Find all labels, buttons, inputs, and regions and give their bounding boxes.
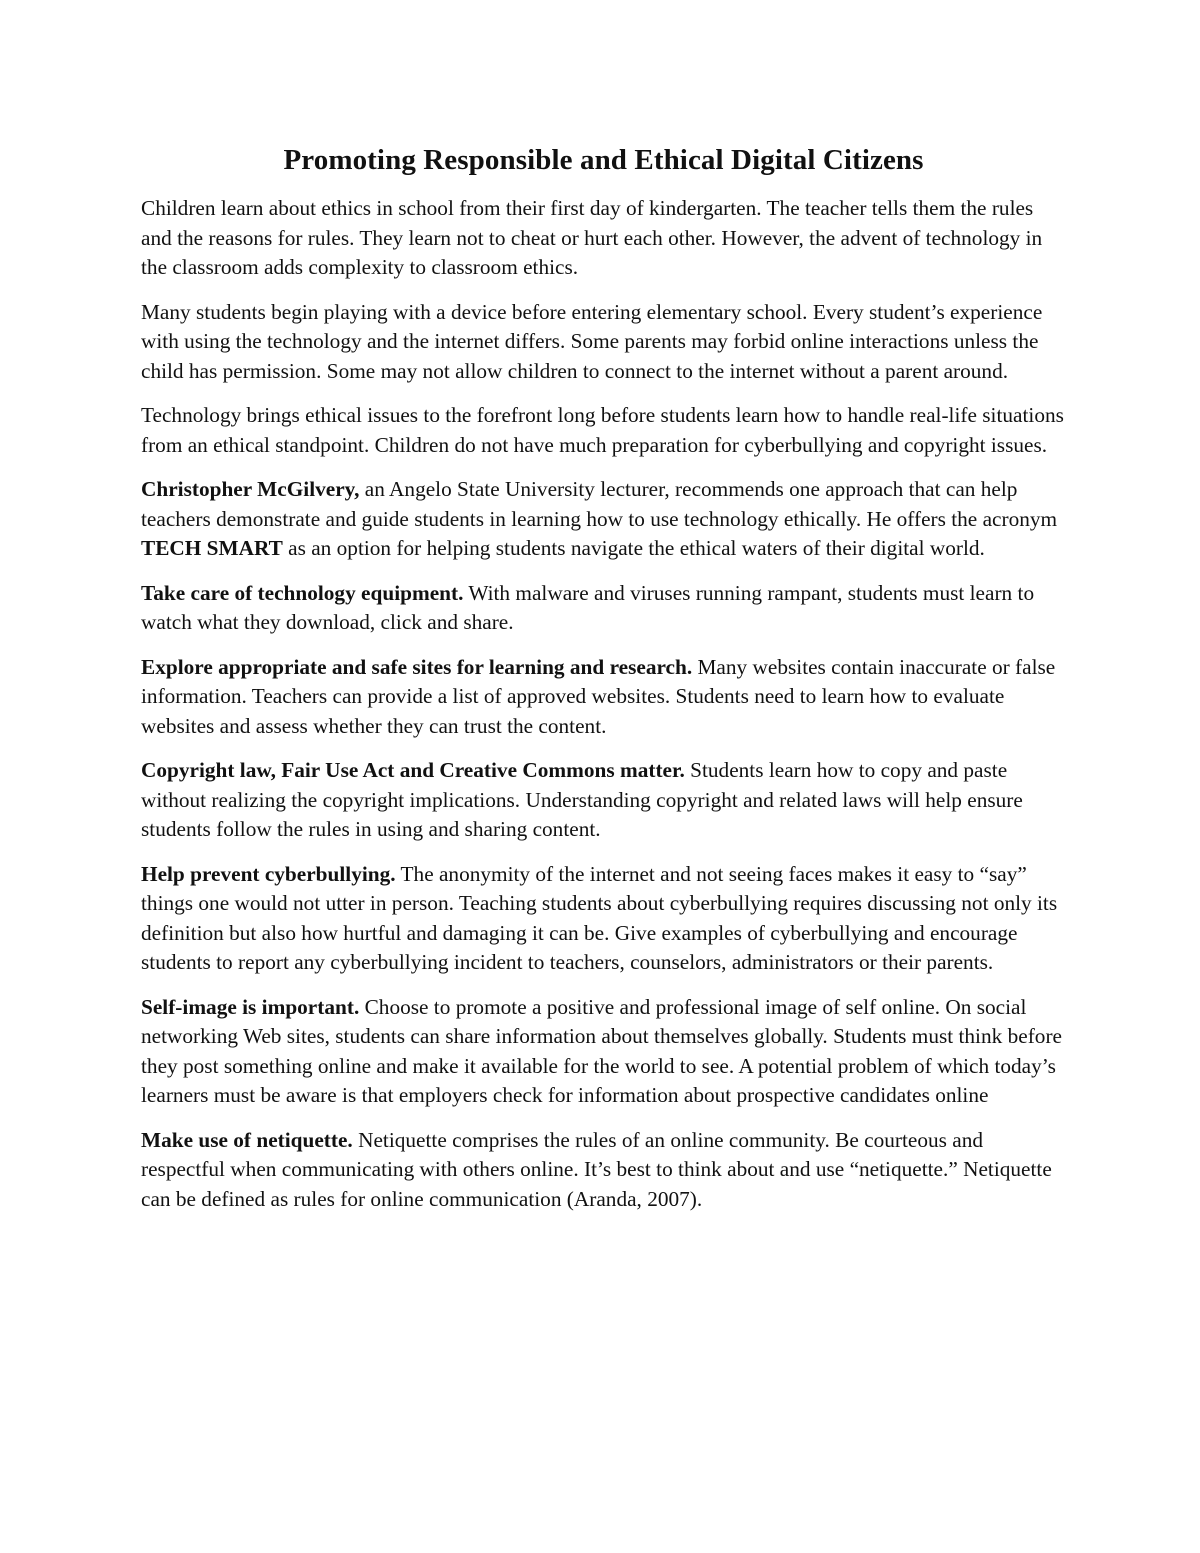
document-page [141, 140, 1066, 1229]
item-cyberbullying [141, 860, 1066, 978]
item-body: Students learn how to copy and paste without realizing the copyright implications. Understanding copyright and related laws will help ensure students follow the rules in using and sharing content. [141, 758, 1023, 841]
item-heading: Self-image is important. [141, 994, 360, 1019]
item-take-care [141, 579, 1066, 638]
paragraph-intro: Children learn about ethics in school from their first day of kindergarten. The teacher tells them the rules and the reasons for rules. They learn not to cheat or hurt each other. However, the advent of technology in the classroom adds complexity to classroom ethics. [141, 196, 1043, 279]
item-explore [141, 653, 1066, 742]
paragraph-mcgilvery-text-a: an Angelo State University lecturer, recommends one approach that can help teachers demonstrate and guide students in learning how to use technology ethically. He offers the acronym [141, 477, 1058, 531]
item-self-image [141, 993, 1066, 1111]
paragraph-mcgilvery-text-b: as an option for helping students navigate the ethical waters of their digital world. [282, 536, 985, 560]
paragraph-devices: Many students begin playing with a device before entering elementary school. Every student’s experience with using the technology and the internet differs. Some parents may forbid online interactions unless the child has permission. Some may not allow children to connect to the internet without a parent around. [141, 299, 1043, 383]
acronym-tech-smart: TECH SMART [141, 536, 283, 560]
item-heading: Take care of technology equipment. [141, 580, 464, 605]
item-body: With malware and viruses running rampant, students must learn to watch what they download, click and share. [141, 580, 1035, 634]
item-netiquette [141, 1126, 1066, 1215]
document-title: Promoting Responsible and Ethical Digital Citizens [283, 144, 924, 176]
item-copyright [141, 756, 1066, 845]
item-body: Choose to promote a positive and professional image of self online. On social networking Web sites, students can share information about themselves globally. Students must think before they post something online and make it available for the world to see. A potential problem of which today’s learners must be aware is that employers check for information about prospective candidates online [141, 994, 1062, 1107]
author-name: Christopher McGilvery, [141, 477, 360, 501]
item-body: Netiquette comprises the rules of an online community. Be courteous and respectful when communicating with others online. It’s best to think about and use “netiquette.” Netiquette can be defined as rules for online communication (Aranda, 2007). [141, 1127, 1052, 1211]
item-heading: Explore appropriate and safe sites for learning and research. [141, 654, 693, 679]
paragraph-ethical-issues: Technology brings ethical issues to the forefront long before students learn how to handle real-life situations from an ethical standpoint. Children do not have much preparation for cyberbullying and copyright issues. [141, 403, 1064, 457]
item-heading: Make use of netiquette. [141, 1127, 353, 1152]
paragraph-mcgilvery [141, 475, 1066, 564]
item-body: Many websites contain inaccurate or false information. Teachers can provide a list of approved websites. Students need to learn how to evaluate websites and assess whether they can trust the content. [141, 654, 1056, 738]
item-heading: Copyright law, Fair Use Act and Creative Commons matter. [141, 758, 685, 782]
item-body: The anonymity of the internet and not seeing faces makes it easy to “say” things one would not utter in person. Teaching students about cyberbullying requires discussing not only its definition but also how hurtful and damaging it can be. Give examples of cyberbullying and encourage students to report any cyberbullying incident to teachers, counselors, administrators or their parents. [141, 861, 1058, 974]
item-heading: Help prevent cyberbullying. [141, 861, 396, 886]
